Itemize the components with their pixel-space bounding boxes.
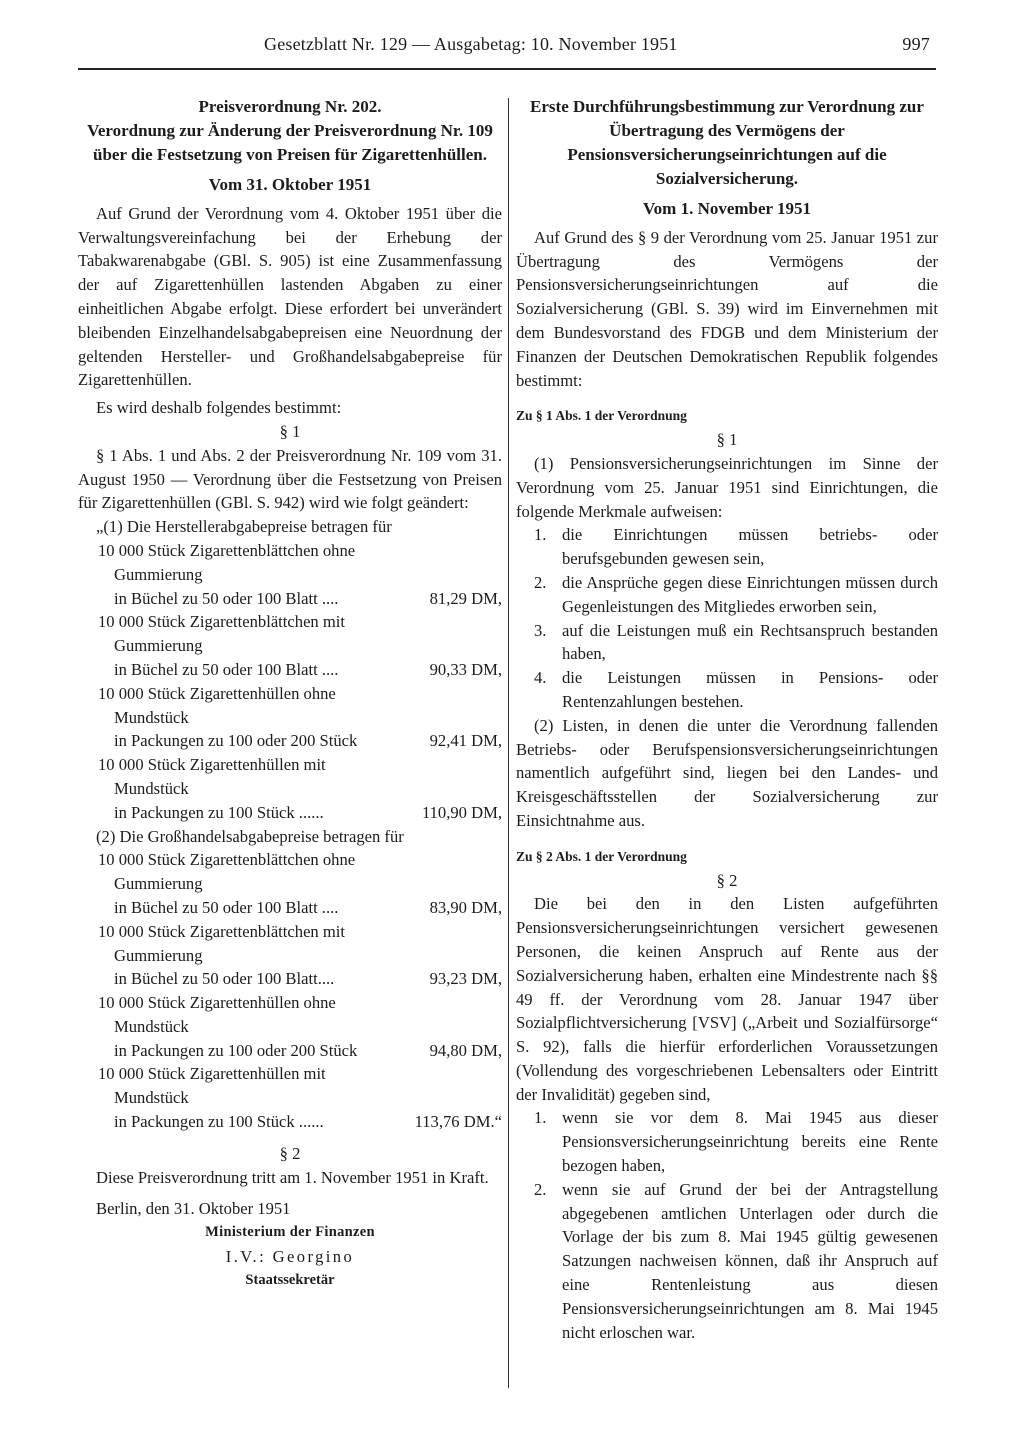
regulation-intro: Auf Grund des § 9 der Verordnung vom 25. Januar 1951 zur Übertragung des Vermögens der Pensionsversicherungseinrichtungen auf die Sozialversicherung (GBl. S. 39) wird im Einvernehmen mit dem Bundesvorstand des FDGB und dem Ministerium der Finanzen der Deutschen Demokratischen Republik folgendes bestimmt: xyxy=(516,227,938,390)
ordinance-title: Verordnung zur Änderung der Preisverordnung Nr. 109 über die Festsetzung von Preisen für Zigarettenhüllen. xyxy=(87,121,493,164)
price-item: 10 000 Stück Zigarettenhüllen ohne Mundstück in Packungen zu 100 oder 200 Stück 92,41 DM, xyxy=(78,682,502,753)
regulation-date: Vom 1. November 1951 xyxy=(642,199,812,218)
header-rule xyxy=(78,68,936,70)
price-item: 10 000 Stück Zigarettenblättchen mit Gummierung in Büchel zu 50 oder 100 Blatt.... 93,23 DM, xyxy=(78,920,502,991)
price-item: 10 000 Stück Zigarettenblättchen mit Gummierung in Büchel zu 50 oder 100 Blatt .... 90,33 DM, xyxy=(78,610,502,681)
list-item: 2. wenn sie auf Grund der bei der Antragstellung abgegebenen amtlichen Unterlagen oder durch die Vorlage der bis zum 8. Mai 1945 gültig gewesenen Satzungen nachweisen können, daß ihr Anspruch auf eine Rentenleistung aus diesen Pensionsversicherungseinrichtungen am 8. Mai 1945 nicht erloschen war. xyxy=(534,1179,938,1342)
subheading-1: Zu § 1 Abs. 1 der Verordnung xyxy=(516,408,687,424)
signature-block xyxy=(78,1221,502,1292)
section-2-text: Die bei den in den Listen aufgeführten Pensionsversicherungseinrichtungen versichert gewesenen Personen, die keinen Anspruch auf Rente aus der Sozialversicherung haben, erhalten eine Mindestrente nach §§ 49 ff. der Verordnung vom 28. Januar 1947 über Sozialpflichtversicherung [VSV] („Arbeit und Sozialfürsorge“ S. 92), falls die hierfür erforderlichen Voraussetzungen (Vollendung des vorgeschriebenen Lebensalters oder Eintritt der Invalidität) gegeben sind, xyxy=(516,894,938,1104)
section-1-heading: § 1 xyxy=(716,430,738,450)
running-title: Gesetzblatt Nr. 129 — Ausgabetag: 10. November 1951 xyxy=(264,34,678,54)
section-1-paragraph-2: (2) Listen, in denen die unter die Verordnung fallenden Betriebs- oder Berufspensionsversicherungseinrichtungen namentlich aufgeführt sind, liegen bei den Landes- und Kreisgeschäftsstellen der Sozialversicherung zur Einsichtnahme aus. xyxy=(516,715,938,830)
price-value: 93,23 DM, xyxy=(429,969,502,989)
list-item: 2. die Ansprüche gegen diese Einrichtungen müssen durch Gegenleistungen des Mitgliedes erworben sein, xyxy=(534,572,938,616)
signatory-name: I.V.: Georgino xyxy=(225,1247,355,1267)
price-item: 10 000 Stück Zigarettenhüllen mit Mundstück in Packungen zu 100 Stück ...... 113,76 DM.“ xyxy=(78,1062,502,1133)
price-value: 92,41 DM, xyxy=(429,731,502,751)
section-2-heading: § 2 xyxy=(716,870,738,890)
section-2-heading: § 2 xyxy=(279,1143,301,1163)
price-value: 83,90 DM, xyxy=(429,897,502,917)
price-value: 94,80 DM, xyxy=(429,1040,502,1060)
ordinance-date: Vom 31. Oktober 1951 xyxy=(208,175,372,194)
price-value: 90,33 DM, xyxy=(429,659,502,679)
list-item: 4. die Leistungen müssen in Pensions- oder Rentenzahlungen bestehen. xyxy=(534,668,938,711)
list-item: 3. auf die Leistungen muß ein Rechtsanspruch bestanden haben, xyxy=(534,620,938,664)
producer-prices-heading: „(1) Die Herstellerabgabepreise betragen für xyxy=(96,517,392,537)
price-value: 113,76 DM.“ xyxy=(414,1112,502,1132)
intro-paragraph: Auf Grund der Verordnung vom 4. Oktober 1951 über die Verwaltungsvereinfachung bei der Erhebung der Tabakwarenabgabe (GBl. S. 905) ist eine Zusammenfassung der auf Zigarettenhüllen lastenden Abgaben zu einer einheitlichen Abgabe erfolgt. Diese erfordert bei unverändert bleibenden Einzelhandelsabgabepreisen eine Neuordnung der geltenden Hersteller- und Großhandelsabgabepreise für Zigarettenhüllen. xyxy=(78,203,502,390)
section-2-text: Diese Preisverordnung tritt am 1. November 1951 in Kraft. xyxy=(96,1167,489,1187)
section-1-text: § 1 Abs. 1 und Abs. 2 der Preisverordnung Nr. 109 vom 31. August 1950 — Verordnung über die Festsetzung von Preisen für Zigarettenhüllen (GBl. S. 942) wird wie folgt geändert: xyxy=(78,445,502,513)
section-1-paragraph-1: (1) Pensionsversicherungseinrichtungen im Sinne der Verordnung vom 25. Januar 1951 sind Einrichtungen, die folgende Merkmale aufweisen: xyxy=(516,453,938,521)
place-date: Berlin, den 31. Oktober 1951 xyxy=(96,1199,291,1219)
criteria-list xyxy=(516,523,938,713)
wholesale-prices-heading: (2) Die Großhandelsabgabepreise betragen für xyxy=(96,826,404,846)
left-column xyxy=(78,95,502,1293)
conditions-list xyxy=(516,1106,938,1344)
ministry-name: Ministerium der Finanzen xyxy=(205,1224,375,1241)
price-value: 110,90 DM, xyxy=(421,802,502,822)
regulation-title: Erste Durchführungsbestimmung zur Verordnung zur Übertragung des Vermögens der Pensionsversicherungseinrichtungen auf die Sozialversicherung. xyxy=(530,97,924,188)
signatory-role: Staatssekretär xyxy=(245,1271,335,1288)
price-item: 10 000 Stück Zigarettenhüllen mit Mundstück in Packungen zu 100 Stück ...... 110,90 DM, xyxy=(78,753,502,824)
price-item: 10 000 Stück Zigarettenblättchen ohne Gummierung in Büchel zu 50 oder 100 Blatt .... 81,29 DM, xyxy=(78,539,502,610)
right-column xyxy=(516,95,938,1344)
column-divider xyxy=(508,98,509,1388)
list-item: 1. die Einrichtungen müssen betriebs- oder berufsgebunden gewesen sein, xyxy=(534,525,938,569)
list-item: 1. wenn sie vor dem 8. Mai 1945 aus dieser Pensionsversicherungseinrichtung bereits eine Rente bezogen haben, xyxy=(534,1108,938,1176)
price-item: 10 000 Stück Zigarettenhüllen ohne Mundstück in Packungen zu 100 oder 200 Stück 94,80 DM, xyxy=(78,991,502,1062)
decree-line: Es wird deshalb folgendes bestimmt: xyxy=(96,398,342,418)
subheading-2: Zu § 2 Abs. 1 der Verordnung xyxy=(516,848,687,864)
page-number: 997 xyxy=(902,34,930,54)
ordinance-number: Preisverordnung Nr. 202. xyxy=(198,97,382,116)
section-1-heading: § 1 xyxy=(279,421,301,441)
price-item: 10 000 Stück Zigarettenblättchen ohne Gummierung in Büchel zu 50 oder 100 Blatt .... 83,90 DM, xyxy=(78,848,502,919)
price-value: 81,29 DM, xyxy=(429,588,502,608)
